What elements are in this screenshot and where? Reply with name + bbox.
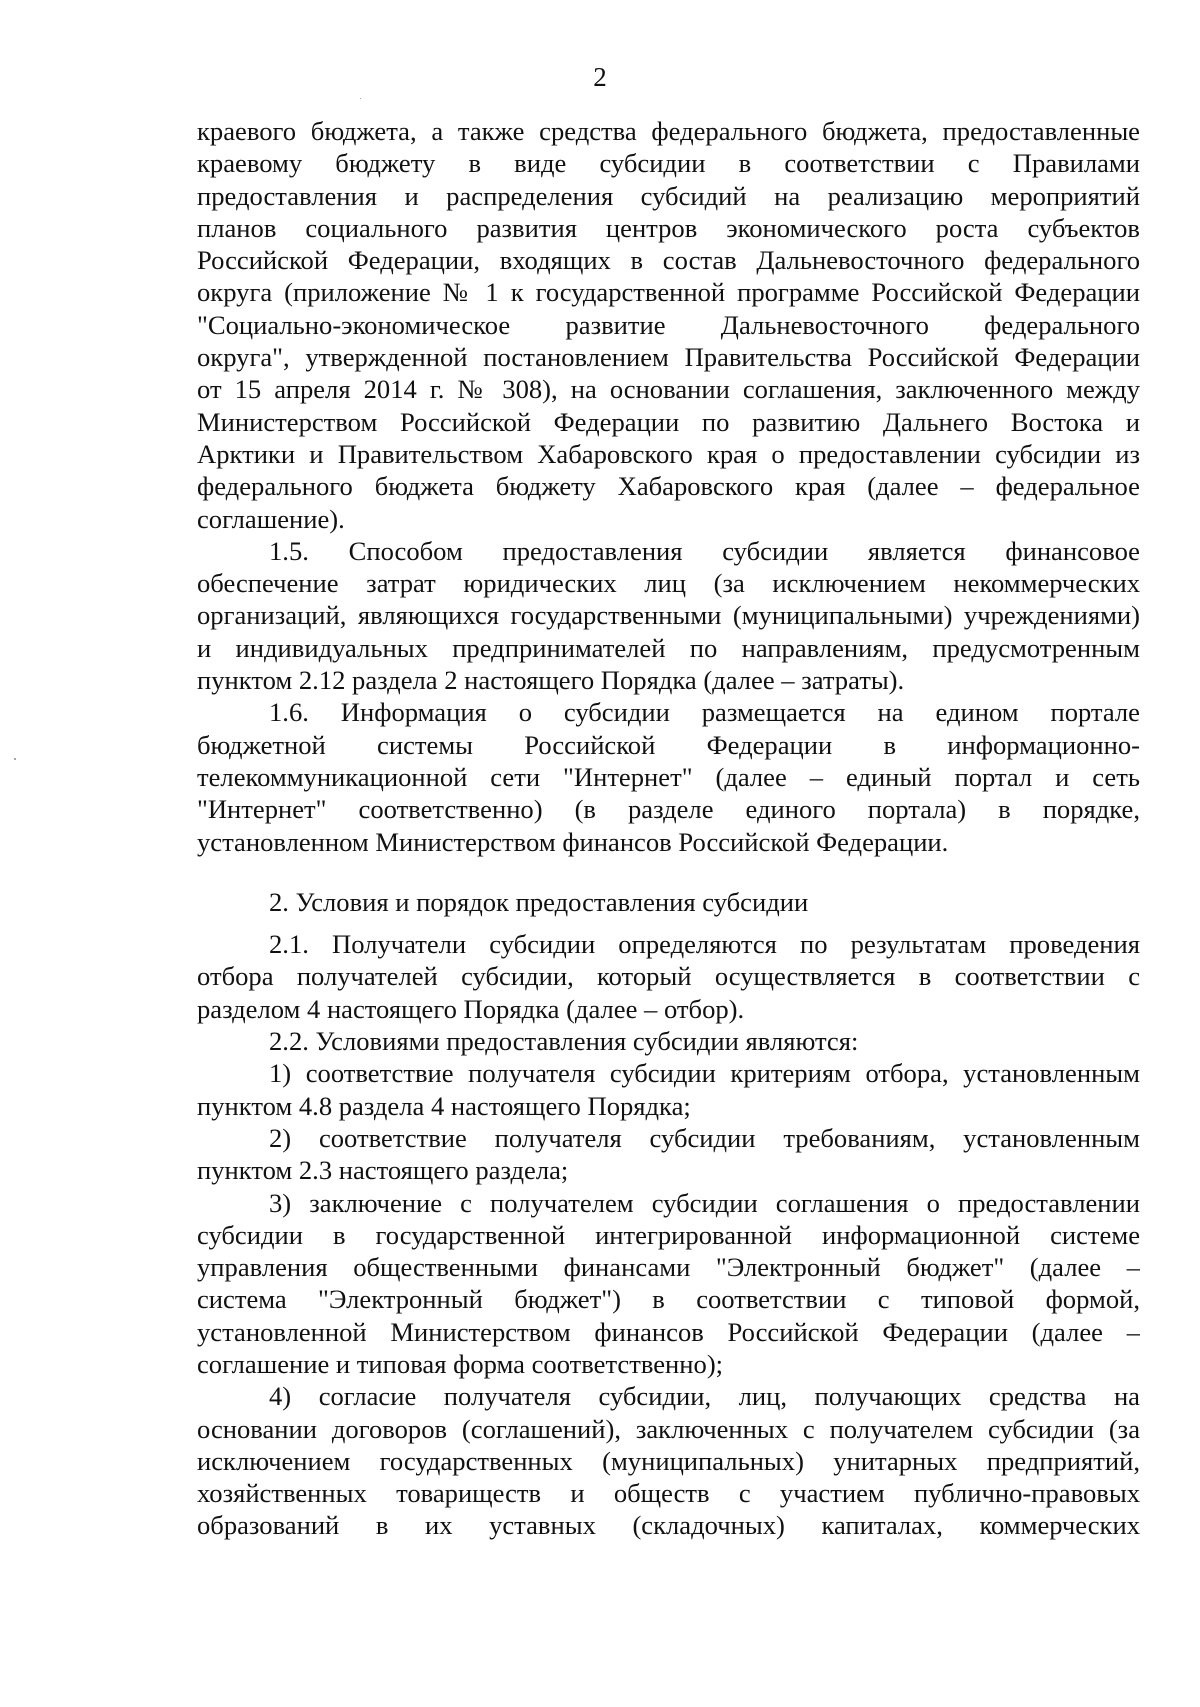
text-line: исключением государственных (муниципальных) унитарных предприятий, [197,1445,1140,1476]
text-line: округа (приложение № 1 к государственной программе Российской Федерации [197,277,1140,308]
paragraphs-section-1 [197,115,1140,858]
text-line: Российской Федерации, входящих в состав Дальневосточного федерального [197,245,1140,276]
text-line: хозяйственных товариществ и обществ с участием публично-правовых [197,1478,1140,1509]
document-body [197,115,1140,1542]
text-line: и индивидуальных предпринимателей по направлениям, предусмотренным [197,632,1140,663]
text-line: предоставления и распределения субсидий на реализацию мероприятий [197,180,1140,211]
text-line: федерального бюджета бюджету Хабаровского края (далее – федеральное [197,471,1140,502]
spacer [197,858,1140,886]
text-line: образований в их уставных (складочных) капиталах, коммерческих [197,1510,1140,1541]
text-line: Арктики и Правительством Хабаровского края о предоставлении субсидии из [197,438,1140,469]
text-line: управления общественными финансами "Электронный бюджет" (далее – [197,1252,1140,1283]
text-line: 1.5. Способом предоставления субсидии является финансовое [269,535,1140,566]
text-line: 3) заключение с получателем субсидии соглашения о предоставлении [269,1187,1140,1218]
text-line: 2.1. Получатели субсидии определяются по результатам проведения [269,929,1140,960]
section-heading: 2. Условия и порядок предоставления субсидии [269,886,809,917]
text-line: планов социального развития центров экономического роста субъектов [197,212,1140,243]
text-line: соглашение и типовая форма соответственно); [197,1348,724,1379]
text-line: организаций, являющихся государственными (муниципальными) учреждениями) [197,600,1140,631]
text-line: "Интернет" соответственно) (в разделе единого портала) в порядке, [197,794,1140,825]
text-line: пунктом 2.12 раздела 2 настоящего Порядка (далее – затраты). [197,665,905,696]
text-line: отбора получателей субсидии, который осуществляется в соответствии с [197,961,1140,992]
text-line: соглашение). [197,503,345,534]
text-line: краевому бюджету в виде субсидии в соответствии с Правилами [197,148,1140,179]
text-line: разделом 4 настоящего Порядка (далее – отбор). [197,993,745,1024]
text-line: система "Электронный бюджет") в соответствии с типовой формой, [197,1284,1140,1315]
text-line: пунктом 2.3 настоящего раздела; [197,1155,569,1186]
text-line: "Социально-экономическое развитие Дальневосточного федерального [197,309,1140,340]
text-line: 1) соответствие получателя субсидии критериям отбора, установленным [269,1058,1140,1089]
spacer [197,918,1140,928]
text-line: 2) соответствие получателя субсидии требованиям, установленным [269,1122,1140,1153]
text-line: округа", утвержденной постановлением Правительства Российской Федерации [197,342,1140,373]
text-line: обеспечение затрат юридических лиц (за исключением некоммерческих [197,568,1140,599]
scan-speck [14,758,16,760]
text-line: 4) согласие получателя субсидии, лиц, получающих средства на [269,1381,1140,1412]
text-line: 1.6. Информация о субсидии размещается на едином портале [269,697,1140,728]
text-line: пунктом 4.8 раздела 4 настоящего Порядка; [197,1090,691,1121]
text-line: 2.2. Условиями предоставления субсидии являются: [269,1026,859,1057]
scan-speck [360,98,361,99]
text-line: субсидии в государственной интегрированной информационной системе [197,1219,1140,1250]
text-line: от 15 апреля 2014 г. № 308), на основании соглашения, заключенного между [197,374,1140,405]
page-number: 2 [593,62,607,92]
paragraphs-section-2 [197,928,1140,1542]
text-line: краевого бюджета, а также средства федерального бюджета, предоставленные [197,116,1140,146]
text-line: основании договоров (соглашений), заключенных с получателем субсидии (за [197,1413,1140,1444]
text-line: установленном Министерством финансов Российской Федерации. [197,826,949,857]
text-line: установленной Министерством финансов Российской Федерации (далее – [197,1316,1140,1347]
text-line: бюджетной системы Российской Федерации в информационно- [197,729,1140,760]
text-line: Министерством Российской Федерации по развитию Дальнего Востока и [197,406,1140,437]
text-line: телекоммуникационной сети "Интернет" (далее – единый портал и сеть [197,761,1140,792]
